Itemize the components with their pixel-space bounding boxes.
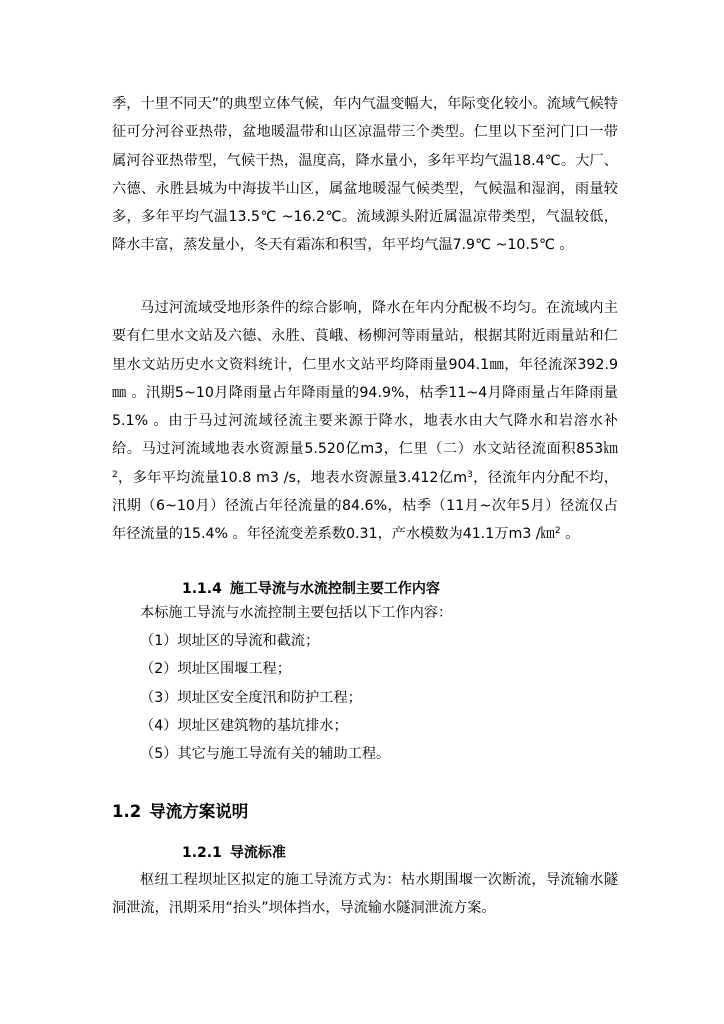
section-heading-1-2 xyxy=(112,801,248,823)
runoff-text-1: 马过河流域受地形条件的综合影响，降水在年内分配极不均匀。在流域内主要有仁里水文站及六德、永胜、莨峨、杨柳河等雨量站，根据其附近雨量站和仁里水文站历史水文资料统计，仁里水文站平均降雨量904.1㎜，年径流深392.9㎜ 。汛期5~10月降雨量占年降雨量的94.9%，枯季11~4月降雨量占年降雨量5.1% 。由于马过河流域径流主要来源于降水，地表水由大气降水和岩溶水补给。马过河流域地表水资源量5.520亿m3，仁里（二）水文站径流面积853㎞ xyxy=(112,300,618,458)
runoff-text-4: 。 xyxy=(560,526,580,543)
section-heading-1-1-4 xyxy=(182,579,440,599)
runoff-paragraph xyxy=(112,294,618,549)
runoff-sup-1: 2 xyxy=(112,469,118,480)
runoff-sup-2: 3 xyxy=(467,469,473,480)
diversion-paragraph xyxy=(112,866,618,923)
section-title: 施工导流与水流控制主要工作内容 xyxy=(229,581,440,597)
section-heading-1-2-1 xyxy=(182,843,286,863)
diversion-paragraph-text: 枢纽工程坝址区拟定的施工导流方式为：枯水期围堰一次断流，导流输水隧洞泄流，汛期采用“抬头”坝体挡水，导流输水隧洞泄流方案。 xyxy=(112,872,618,917)
climate-paragraph-text: 季，十里不同天”的典型立体气候，年内气温变幅大，年际变化较小。流域气候特征可分河谷亚热带，盆地暖温带和山区凉温带三个类型。仁里以下至河门口一带属河谷亚热带型，气候干热，温度高，降水量小，多年平均气温18.4℃。大厂、六德、永胜县城为中海拔半山区，属盆地暖湿气候类型，气候温和湿润，雨量较多，多年平均气温13.5℃ ~16.2℃。流域源头附近属温凉带类型，气温较低，降水丰富，蒸发量小，冬天有霜冻和积雪，年平均气温7.9℃ ~10.5℃ 。 xyxy=(112,96,618,254)
section-number: 1.1.4 xyxy=(182,581,222,597)
list-item: （2）坝址区围堰工程； xyxy=(140,661,291,677)
section-title: 导流标准 xyxy=(229,845,286,861)
list-item: （1）坝址区的导流和截流； xyxy=(140,633,320,649)
section-number: 1.2.1 xyxy=(182,845,222,861)
section-title: 导流方案说明 xyxy=(149,802,249,821)
work-content-intro: 本标施工导流与水流控制主要包括以下工作内容： xyxy=(140,605,453,621)
runoff-text-3: ，径流年内分配不均，汛期（6~10月）径流占年径流量的84.6%，枯季（11月~次年5月）径流仅占年径流量的15.4% 。年径流变差系数0.31，产水模数为41.1万m3 /㎞ xyxy=(112,469,618,543)
list-item: （3）坝址区安全度汛和防护工程； xyxy=(140,690,362,706)
runoff-sup-3: 2 xyxy=(554,526,561,537)
list-item: （4）坝址区建筑物的基坑排水； xyxy=(140,718,348,734)
runoff-text-2: ，多年平均流量10.8 m3 /s，地表水资源量3.412亿m xyxy=(117,469,468,486)
climate-paragraph xyxy=(112,90,618,260)
section-number: 1.2 xyxy=(112,802,142,821)
list-item: （5）其它与施工导流有关的辅助工程。 xyxy=(140,746,391,762)
